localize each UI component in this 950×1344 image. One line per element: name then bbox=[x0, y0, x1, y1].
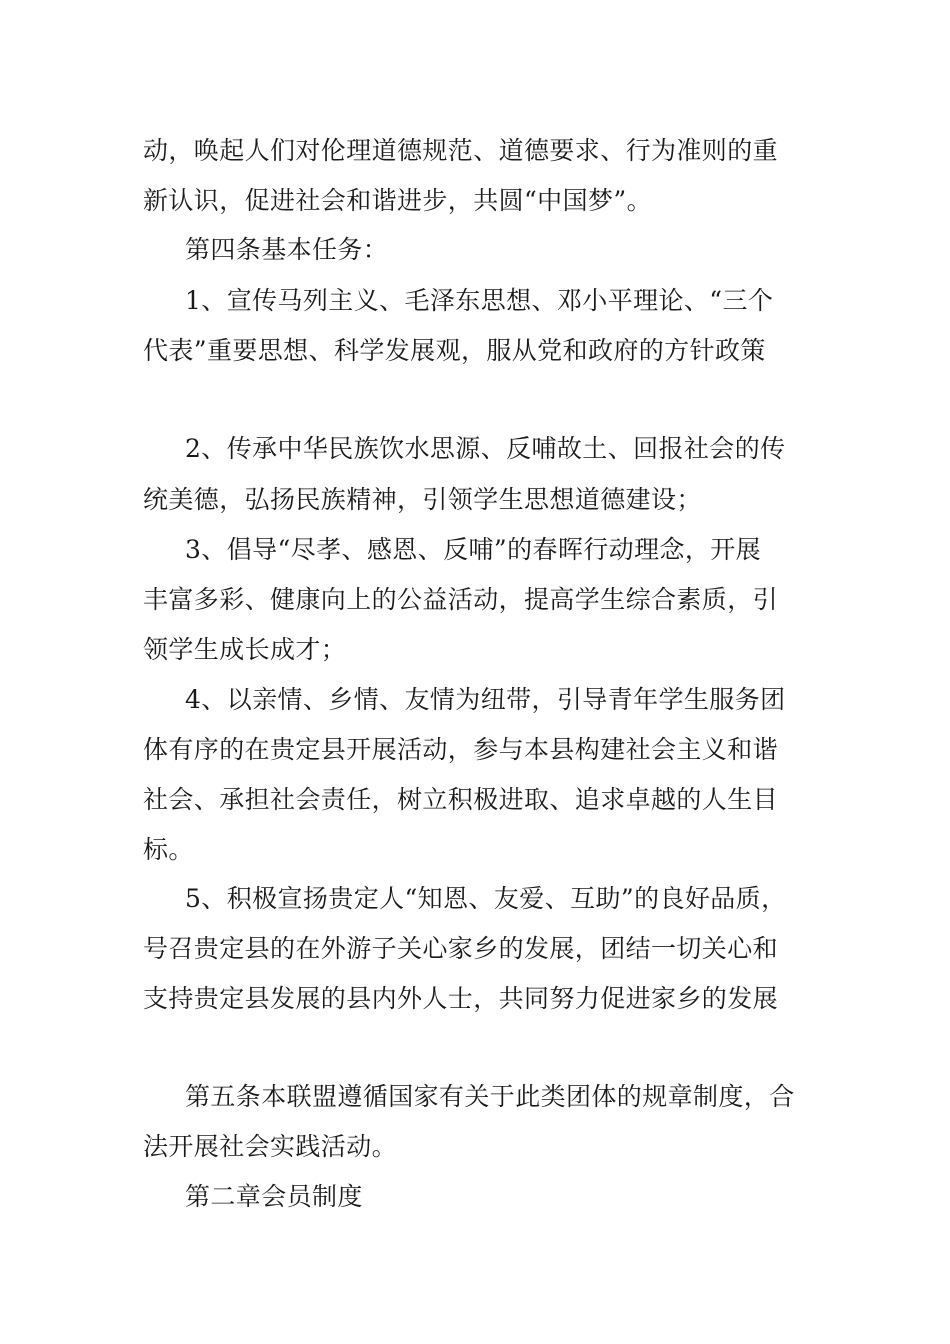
article-4-heading: 第四条基本任务： bbox=[185, 235, 389, 264]
article-5-line-1: 第五条本联盟遵循国家有关于此类团体的规章制度，合 bbox=[185, 1082, 795, 1111]
task-5-line-3: 支持贵定县发展的县内外人士，共同努力促进家乡的发展 bbox=[143, 984, 779, 1013]
task-2-line-1: 2、传承中华民族饮水思源、反哺故土、回报社会的传 bbox=[185, 434, 786, 463]
task-4-line-3: 社会、承担社会责任，树立积极进取、追求卓越的人生目 bbox=[143, 785, 779, 814]
task-3-line-2: 丰富多彩、健康向上的公益活动，提高学生综合素质，引 bbox=[143, 585, 779, 614]
task-5-line-1: 5、积极宣扬贵定人“知恩、友爱、互助”的良好品质， bbox=[185, 884, 787, 913]
task-1-line-2: 代表”重要思想、科学发展观，服从党和政府的方针政策 bbox=[143, 336, 766, 365]
task-5-line-2: 号召贵定县的在外游子关心家乡的发展，团结一切关心和 bbox=[143, 934, 779, 963]
chapter-2-heading: 第二章会员制度 bbox=[185, 1182, 363, 1211]
task-4-line-2: 体有序的在贵定县开展活动，参与本县构建社会主义和谐 bbox=[143, 735, 779, 764]
task-1-line-1: 1、宣传马列主义、毛泽东思想、邓小平理论、“三个 bbox=[185, 286, 774, 315]
task-3-line-1: 3、倡导“尽孝、感恩、反哺”的春晖行动理念，开展 bbox=[185, 535, 762, 564]
task-2-line-2: 统美德，弘扬民族精神，引领学生思想道德建设； bbox=[143, 485, 702, 514]
paragraph-line-1: 动，唤起人们对伦理道德规范、道德要求、行为准则的重 bbox=[143, 136, 779, 165]
paragraph-line-2: 新认识，促进社会和谐进步，共圆“中国梦”。 bbox=[143, 186, 652, 215]
task-4-line-4: 标。 bbox=[143, 835, 194, 864]
article-5-line-2: 法开展社会实践活动。 bbox=[143, 1132, 398, 1161]
task-3-line-3: 领学生成长成才； bbox=[143, 635, 347, 664]
task-4-line-1: 4、以亲情、乡情、友情为纽带，引导青年学生服务团 bbox=[185, 685, 786, 714]
